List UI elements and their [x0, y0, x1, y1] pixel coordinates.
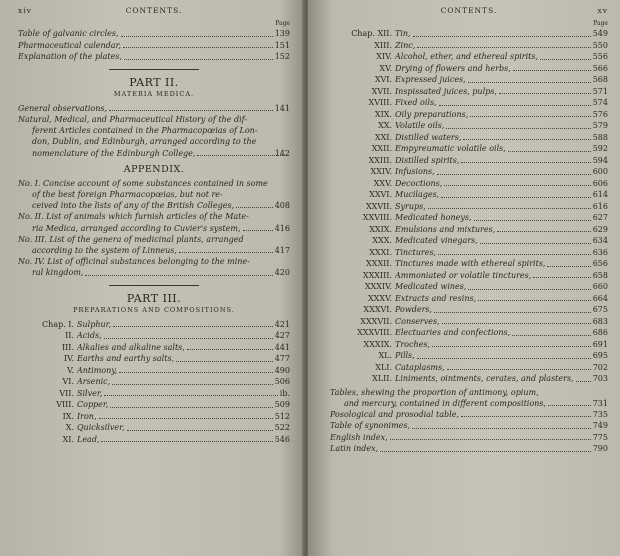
chapter-title: Electuaries and confections, [395, 328, 511, 337]
chapter-entry [330, 247, 608, 259]
chapter-number: XXVIII. [362, 213, 392, 222]
chapter-page: 702 [592, 362, 608, 372]
appendix-heading: APPENDIX. [123, 163, 185, 175]
chapter-page: 658 [592, 270, 608, 280]
chapter-page: 490 [274, 365, 290, 375]
chapter-entry [330, 339, 608, 351]
chapter-entry [330, 235, 608, 247]
chapter-page: 686 [592, 328, 608, 337]
part-three-subheading: PREPARATIONS AND COMPOSITIONS. [73, 305, 235, 314]
chapter-page: 506 [274, 377, 290, 387]
chapter-page: 421 [274, 319, 290, 329]
chapter-entry [330, 258, 608, 270]
chapter-title: Tinctures, [395, 247, 437, 257]
chapter-title: Fixed oils, [395, 98, 437, 107]
chapter-entry [18, 365, 290, 377]
chapter-entry [330, 189, 608, 201]
chapter-number: XXXIV. [364, 282, 392, 291]
chapter-number: Chap. XII. [351, 29, 392, 38]
chapter-title: Zinc, [395, 40, 416, 50]
chapter-number: XV. [379, 63, 392, 73]
chapter-entry [330, 28, 608, 40]
chapter-title: Antimony, [77, 365, 118, 375]
chapter-page: 522 [274, 423, 290, 433]
chapter-number: V. [67, 365, 74, 375]
chapter-page: 550 [592, 40, 608, 50]
chapter-number: XIX. [374, 109, 392, 119]
chapter-entry [330, 373, 608, 385]
chapter-page: 568 [592, 75, 608, 84]
chapter-number: XXIV. [370, 167, 392, 176]
appendix-item: No. I. Concise account of some substances contained in some of the best foreign Pharmacopœias, but not re- ceived into the lists of any of the British Colleges, 408 [18, 178, 290, 211]
chapter-entry [18, 422, 290, 434]
part-three-heading: PART III. [126, 291, 182, 305]
chapter-page: 606 [592, 178, 608, 188]
chapter-entry [18, 399, 290, 411]
chapter-entry [330, 86, 608, 98]
chapter-page: 512 [274, 411, 290, 421]
chapter-title: Tinctures made with ethereal spirits, [395, 259, 546, 268]
chapter-number: XVI. [374, 75, 392, 84]
toc-entry: Latin index, 790 [330, 444, 608, 454]
chapter-page: 616 [592, 201, 608, 211]
chapter-entry [330, 201, 608, 213]
chapter-title: Distilled spirits, [395, 155, 460, 165]
chapter-number: III. [61, 342, 74, 352]
chapter-number: XXXVII. [360, 316, 392, 326]
chapter-number: XXXVIII. [357, 328, 392, 337]
toc-entry: General observations, 141 [18, 103, 290, 113]
chapter-number: XXIX. [369, 224, 392, 234]
right-page-number: xv [597, 6, 608, 15]
chapter-title: Inspissated juices, pulps, [395, 86, 497, 96]
right-page [308, 0, 620, 556]
chapter-page: 509 [274, 400, 290, 410]
chapter-title: Quicksilver, [77, 423, 125, 433]
chapter-title: Alkalies and alkaline salts, [77, 342, 185, 352]
chapter-page: 592 [592, 144, 608, 153]
chapter-number: X. [65, 423, 74, 433]
left-page-number: xiv [18, 6, 32, 15]
chapter-title: Powders, [395, 305, 433, 314]
appendix-item: No. IV. List of officinal substances belonging to the mine- ral kingdom, 420 [18, 257, 290, 278]
chapter-number: XXVII. [365, 201, 392, 211]
chapter-number: XXX. [372, 236, 392, 245]
chapter-entry [18, 388, 290, 400]
chapter-entry [330, 166, 608, 178]
chapter-entry [18, 376, 290, 388]
chapter-entry [330, 178, 608, 190]
chapter-entry [330, 293, 608, 305]
chapter-page: 579 [592, 121, 608, 130]
chapter-title: Copper, [77, 400, 109, 410]
chapter-entry [330, 109, 608, 121]
toc-entry: Explanation of the plates, 152 [18, 52, 290, 61]
chapter-entry [330, 63, 608, 75]
chapter-number: XXI. [374, 132, 392, 142]
chapter-page: 664 [592, 293, 608, 303]
chapter-entry [330, 316, 608, 328]
chapter-title: Silver, [77, 388, 103, 398]
chapter-number: XLII. [372, 374, 392, 383]
chapter-entry [18, 353, 290, 365]
chapter-page: 556 [592, 52, 608, 61]
chapter-entry [330, 327, 608, 339]
chapter-page: 683 [592, 316, 608, 326]
chapter-page: 594 [592, 155, 608, 165]
section-rule [109, 285, 199, 286]
chapter-number: XL. [378, 351, 392, 360]
chapter-title: Volatile oils, [395, 121, 445, 130]
chapter-title: Syrups, [395, 201, 426, 211]
toc-entry: Table of galvanic circles, 139 [18, 29, 290, 38]
chapter-page: 656 [592, 259, 608, 268]
chapter-number: XXXII. [366, 259, 392, 268]
toc-entry: Table of synonimes, 749 [330, 421, 608, 431]
chapter-number: IV. [63, 354, 74, 364]
chapter-title: Extracts and resins, [395, 293, 477, 303]
chapter-title: Acids, [77, 331, 102, 341]
chapter-entry [330, 97, 608, 109]
chapter-title: Alcohol, ether, and ethereal spirits, [395, 52, 538, 61]
chapter-title: Emulsions and mixtures, [395, 224, 496, 234]
chapter-entry [18, 319, 290, 331]
chapter-entry [330, 212, 608, 224]
chapter-number: XXXIX. [363, 339, 392, 349]
chapter-page: 703 [592, 374, 608, 383]
chapter-entry [18, 411, 290, 423]
chapter-number: XVIII. [368, 98, 392, 107]
chapter-title: Lead, [77, 434, 100, 444]
chapter-number: XIII. [374, 40, 392, 50]
chapter-title: Drying of flowers and herbs, [395, 63, 511, 73]
chapter-title: Tin, [395, 29, 411, 38]
part-two-subheading: MATERIA MEDICA. [113, 89, 195, 98]
chapter-page: 691 [592, 339, 608, 349]
chapter-entry [18, 342, 290, 354]
chapter-title: Pills, [395, 351, 415, 360]
chapter-number: XIV. [376, 52, 392, 61]
chapter-number: VIII. [56, 400, 74, 410]
chapter-number: XVII. [371, 86, 392, 96]
chapter-entry [18, 330, 290, 342]
chapter-number: XXXI. [369, 247, 392, 257]
chapter-title: Arsenic, [77, 377, 111, 387]
chapter-title: Troches, [395, 339, 430, 349]
chapter-page: ib. [279, 388, 290, 398]
chapter-entry [330, 74, 608, 86]
chapter-title: Empyreumatic volatile oils, [395, 144, 506, 153]
chapter-entry [330, 270, 608, 282]
toc-entry: Pharmaceutical calendar, 151 [18, 40, 290, 50]
chapter-title: Medicated vinegars, [395, 236, 478, 245]
right-tail-list [330, 409, 608, 455]
chapter-page: 549 [592, 29, 608, 38]
right-running-head [330, 6, 608, 20]
appendix-item: No. II. List of animals which furnish articles of the Mate- ria Medica, arranged according to Cuvier's system, 416 [18, 212, 290, 233]
left-header-title: CONTENTS. [125, 6, 183, 15]
chapter-entry [330, 155, 608, 167]
appendix-item: No. III. List of the genera of medicinal plants, arranged according to the system of Linneus, 417 [18, 234, 290, 256]
left-running-head [18, 6, 290, 20]
chapter-entry [330, 143, 608, 155]
chapter-entry [330, 281, 608, 293]
chapter-page: 588 [592, 132, 608, 142]
chapter-page: 427 [274, 331, 290, 341]
left-chapter-list [18, 319, 290, 446]
chapter-entry [18, 434, 290, 446]
chapter-title: Medicated wines, [395, 282, 467, 291]
chapter-number: XX. [378, 121, 392, 130]
chapter-entry [330, 51, 608, 63]
chapter-title: Ammoniated or volatile tinctures, [395, 270, 532, 280]
chapter-title: Liniments, ointments, cerates, and plasters, [395, 374, 574, 383]
chapter-page: 660 [592, 282, 608, 291]
chapter-title: Distilled waters, [395, 132, 462, 142]
part-two-heading: PART II. [129, 75, 179, 89]
chapter-page: 629 [592, 224, 608, 234]
chapter-page: 546 [274, 434, 290, 444]
chapter-entry [330, 350, 608, 362]
left-page-column-label: Page [275, 20, 290, 27]
chapter-title: Oily preparations, [395, 109, 469, 119]
left-page [0, 0, 304, 556]
chapter-page: 441 [274, 342, 290, 352]
chapter-page: 477 [274, 354, 290, 364]
chapter-page: 600 [592, 167, 608, 176]
chapter-title: Mucilages, [395, 190, 440, 199]
chapter-entry [330, 362, 608, 374]
chapter-title: Sulphur, [77, 319, 112, 329]
chapter-number: XXVI. [369, 190, 392, 199]
chapter-title: Iron, [77, 411, 97, 421]
chapter-number: Chap. I. [42, 319, 74, 329]
chapter-title: Earths and earthy salts, [77, 354, 175, 364]
chapter-page: 636 [592, 247, 608, 257]
chapter-title: Conserves, [395, 316, 440, 326]
chapter-title: Expressed juices, [395, 75, 466, 84]
chapter-page: 576 [592, 109, 608, 119]
chapter-number: XLI. [375, 362, 392, 372]
chapter-page: 571 [592, 86, 608, 96]
chapter-entry [330, 120, 608, 132]
chapter-page: 566 [592, 63, 608, 73]
right-page-column-label: Page [593, 20, 608, 27]
chapter-page: 675 [592, 305, 608, 314]
tables-entry: Tables, shewing the proportion of antimony, opium, and mercury, contained in different compositions, 731 [330, 387, 608, 408]
chapter-page: 614 [592, 190, 608, 199]
chapter-title: Medicated honeys, [395, 213, 472, 222]
chapter-number: XXXVI. [363, 305, 392, 314]
toc-entry: Posological and prosodial table, 735 [330, 409, 608, 419]
chapter-number: XXV. [373, 178, 392, 188]
chapter-entry [330, 40, 608, 52]
section-rule [109, 69, 199, 70]
chapter-number: XXXIII. [362, 270, 392, 280]
chapter-page: 627 [592, 213, 608, 222]
chapter-entry [330, 224, 608, 236]
chapter-number: VII. [59, 388, 74, 398]
chapter-page: 695 [592, 351, 608, 360]
chapter-page: 574 [592, 98, 608, 107]
chapter-entry [330, 304, 608, 316]
chapter-number: II. [65, 331, 74, 341]
toc-entry: English index, 775 [330, 432, 608, 442]
toc-entry-multiline: Natural, Medical, and Pharmaceutical History of the dif- ferent Articles contained in the Pharmacopœias of Lon- don, Dublin, and Edinburgh, arranged according to the nomenclature of the Edinburgh College, 142 [18, 115, 290, 158]
right-header-title: CONTENTS. [440, 6, 498, 15]
chapter-number: XXIII. [368, 155, 392, 165]
chapter-title: Infusions, [395, 167, 435, 176]
chapter-number: VI. [62, 377, 74, 387]
chapter-number: IX. [62, 411, 74, 421]
chapter-number: XXXV. [367, 293, 392, 303]
chapter-entry [330, 132, 608, 144]
chapter-title: Cataplasms, [395, 362, 445, 372]
chapter-number: XI. [62, 434, 74, 444]
right-chapter-list [330, 28, 608, 385]
chapter-page: 634 [592, 236, 608, 245]
chapter-number: XXII. [371, 144, 392, 153]
chapter-title: Decoctions, [395, 178, 443, 188]
